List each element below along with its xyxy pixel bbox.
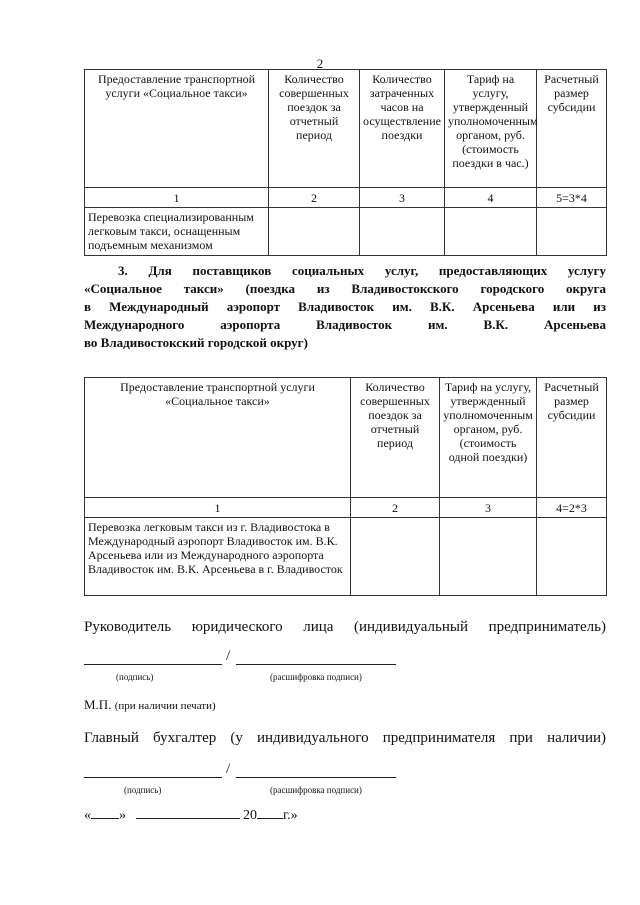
row-cell-subsidy: [537, 208, 607, 256]
section-3-heading: [84, 262, 606, 352]
table-row: [85, 518, 607, 596]
header-cell-subsidy: Расчетный размер субсидии: [537, 70, 607, 188]
header-cell-hours: Количество затраченных часов на осуществление поездки: [360, 70, 445, 188]
date-year-blank[interactable]: [257, 806, 283, 819]
subsidy-table-specialized-taxi: [84, 69, 607, 256]
date-year-prefix: 20: [243, 808, 257, 823]
index-cell: 4=2*3: [537, 498, 607, 518]
heading-line: Международного аэропорта Владивосток им. В.К. Арсеньева: [84, 317, 606, 332]
index-cell: 2: [269, 188, 360, 208]
sign-caption: (подпись): [124, 785, 162, 795]
stamp-label: М.П.: [84, 697, 112, 712]
heading-line: во Владивостокский городской округ): [84, 335, 308, 350]
decode-caption: (расшифровка подписи): [270, 672, 362, 682]
date-line: [84, 806, 298, 824]
stamp-note: (при наличии печати): [114, 700, 216, 712]
subsidy-table-airport-taxi: [84, 377, 607, 596]
date-open-quote: «: [84, 808, 91, 823]
index-cell: 1: [85, 188, 269, 208]
sign-caption: (подпись): [116, 672, 154, 682]
index-cell: 4: [445, 188, 537, 208]
row-cell-hours: [360, 208, 445, 256]
table-row: [85, 208, 607, 256]
table-index-row: [85, 498, 607, 518]
stamp-place: [84, 697, 216, 713]
decode-caption: (расшифровка подписи): [270, 785, 362, 795]
header-cell-service: Предоставление транспортной услуги «Социальное такси»: [85, 70, 269, 188]
table-index-row: [85, 188, 607, 208]
row-cell-tariff: [445, 208, 537, 256]
index-cell: 3: [360, 188, 445, 208]
index-cell: 3: [440, 498, 537, 518]
row-cell-tariff: [440, 518, 537, 596]
header-cell-tariff: Тариф на услугу, утвержденный уполномоченным органом, руб. (стоимость одной поездки): [440, 378, 537, 498]
heading-line: 3. Для поставщиков социальных услуг, предоставляющих услугу: [118, 263, 606, 278]
date-month-blank[interactable]: [136, 806, 240, 819]
accountant-signature-label: Главный бухгалтер (у индивидуального предпринимателя при наличии): [84, 730, 606, 746]
index-cell: 1: [85, 498, 351, 518]
row-cell-service: Перевозка специализированным легковым такси, оснащенным подъемным механизмом: [85, 208, 269, 256]
date-year-suffix: г.»: [283, 808, 298, 823]
header-cell-subsidy: Расчетный размер субсидии: [537, 378, 607, 498]
table-header-row: [85, 70, 607, 188]
heading-line: в Международный аэропорт Владивосток им. В.К. Арсеньева или из: [84, 299, 606, 314]
header-cell-tariff: Тариф на услугу, утвержденный уполномоченным органом, руб. (стоимость поездки в час.): [445, 70, 537, 188]
heading-line: «Социальное такси» (поездка из Владивостокского городского округа: [84, 281, 606, 296]
date-close-quote: »: [119, 808, 126, 823]
date-day-blank[interactable]: [91, 806, 119, 819]
table-header-row: [85, 378, 607, 498]
signature-slash: /: [226, 648, 231, 664]
row-cell-trips: [269, 208, 360, 256]
header-cell-service: Предоставление транспортной услуги «Социальное такси»: [85, 378, 351, 498]
row-cell-subsidy: [537, 518, 607, 596]
signature-slash: /: [226, 761, 231, 777]
header-cell-trips: Количество совершенных поездок за отчетный период: [351, 378, 440, 498]
index-cell: 2: [351, 498, 440, 518]
accountant-signature-line[interactable]: [84, 777, 222, 778]
row-cell-trips: [351, 518, 440, 596]
index-cell: 5=3*4: [537, 188, 607, 208]
accountant-decode-line[interactable]: [236, 777, 396, 778]
row-cell-service: Перевозка легковым такси из г. Владивостока в Международный аэропорт Владивосток им. В.К. Арсеньева или из Международного аэропорта Владивосток им. В.К. Арсеньева в г. Владивосток: [85, 518, 351, 596]
page-number: 2: [316, 56, 324, 71]
head-signature-line[interactable]: [84, 664, 222, 665]
head-decode-line[interactable]: [236, 664, 396, 665]
head-signature-label: Руководитель юридического лица (индивидуальный предприниматель): [84, 619, 606, 635]
header-cell-trips: Количество совершенных поездок за отчетный период: [269, 70, 360, 188]
